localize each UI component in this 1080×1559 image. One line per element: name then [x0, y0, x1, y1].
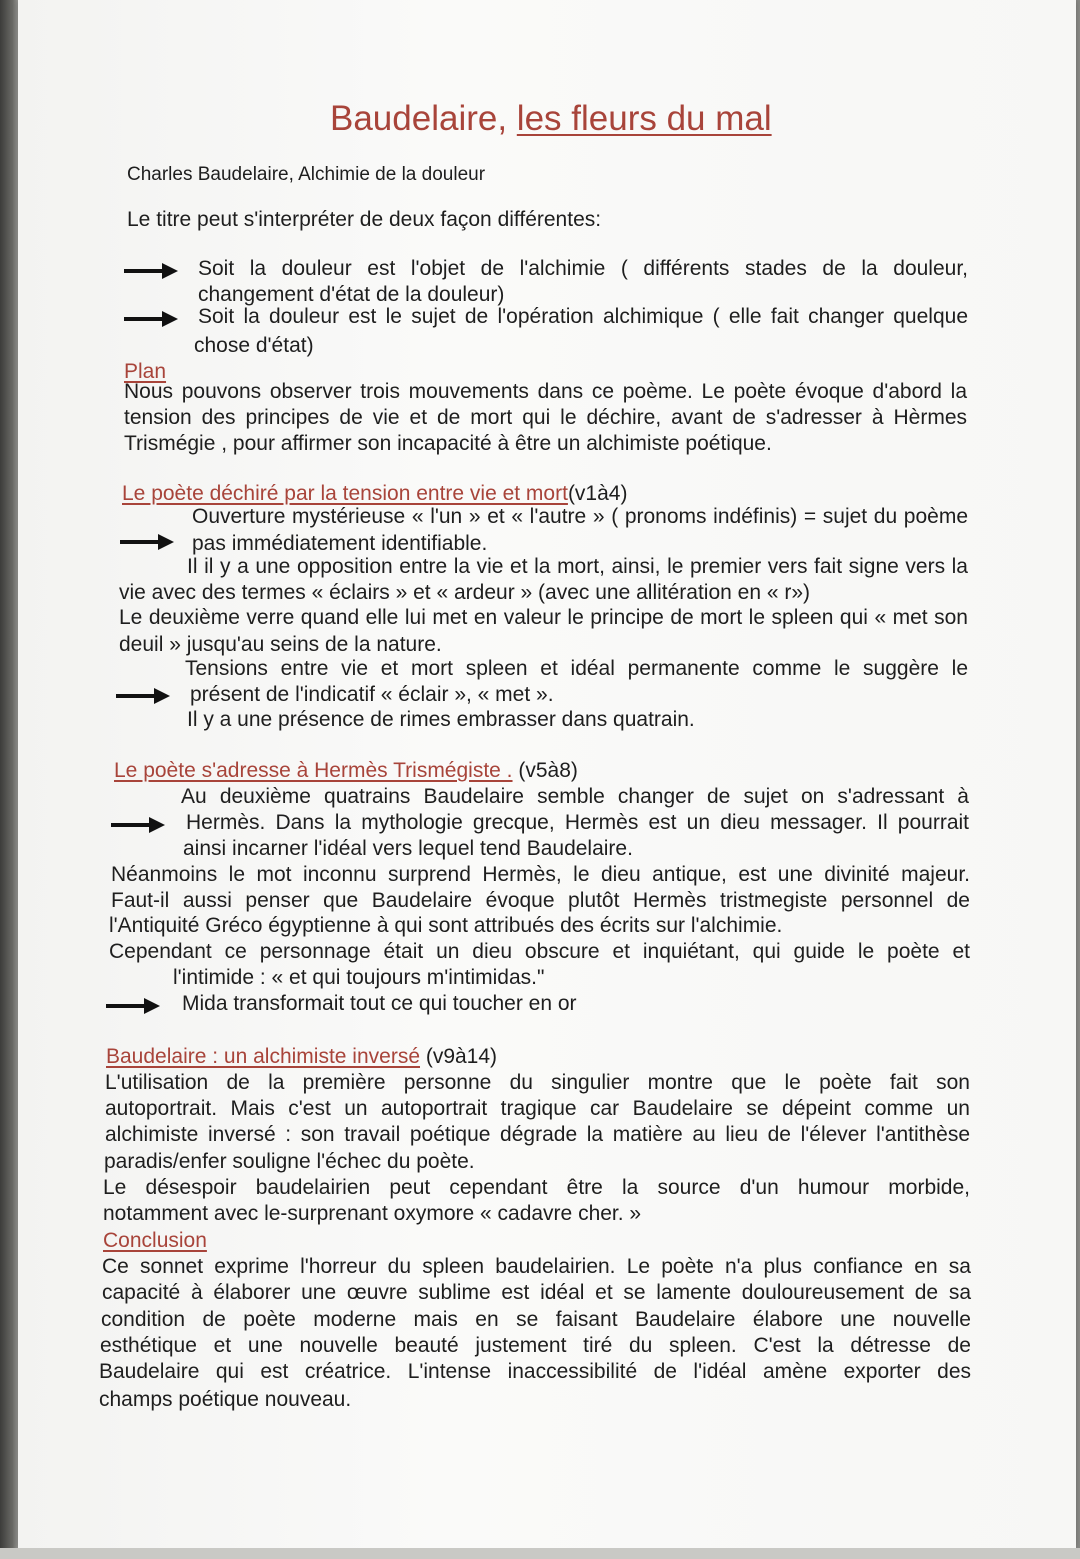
section-2-line-9: Mida transformait tout ce qui toucher en or: [182, 992, 577, 1015]
arrow-icon: [124, 311, 178, 327]
section-2-heading: Le poète s'adresse à Hermès Trismégiste .: [114, 759, 513, 782]
section-3-line-1: L'utilisation de la première personne du singulier montre que le poète fait son: [105, 1071, 970, 1094]
section-2-ref: (v5à8): [512, 759, 578, 782]
section-2-line-8: l'intimide : « et qui toujours m'intimidas.": [173, 966, 545, 989]
section-3-line-3: alchimiste inversé : son travail poétique dégrade la matière au lieu de l'élever l'antithèse: [105, 1123, 970, 1146]
bullet-2-line-2: chose d'état): [194, 334, 314, 357]
section-1-line-7: Tensions entre vie et mort spleen et idéal permanente comme le suggère le: [185, 657, 968, 680]
section-3-line-5: Le désespoir baudelairien peut cependant être la source d'un humour morbide,: [103, 1176, 970, 1199]
section-2-line-7: Cependant ce personnage était un dieu obscure et inquiétant, qui guide le poète et: [109, 940, 970, 963]
arrow-icon: [106, 998, 160, 1014]
section-1-line-9: Il y a une présence de rimes embrasser dans quatrain.: [187, 708, 695, 731]
plan-line-3: Trismégie , pour affirmer son incapacité à être un alchimiste poétique.: [124, 432, 772, 455]
section-1-ref: (v1à4): [567, 482, 628, 505]
conclusion-line-5: Baudelaire qui est créatrice. L'intense inaccessibilité de l'idéal amène exporter des: [99, 1360, 971, 1383]
section-2-line-1: Au deuxième quatrains Baudelaire semble changer de sujet on s'adressant à: [181, 785, 969, 808]
section-3-heading: Baudelaire : un alchimiste inversé: [106, 1045, 420, 1068]
plan-line-1: Nous pouvons observer trois mouvements dans ce poème. Le poète évoque d'abord la: [124, 380, 967, 403]
section-2-line-6: l'Antiquité Gréco égyptienne à qui sont attribués des écrits sur l'alchimie.: [109, 914, 783, 937]
intro-text: Le titre peut s'interpréter de deux façon différentes:: [127, 208, 602, 231]
section-3-line-6: notamment avec le-surprenant oxymore « cadavre cher. »: [103, 1202, 642, 1225]
section-3-line-2: autoportrait. Mais c'est un autoportrait tragique car Baudelaire se dépeint comme un: [105, 1097, 970, 1120]
bullet-2-line-1: Soit la douleur est le sujet de l'opération alchimique ( elle fait changer quelque: [198, 305, 968, 328]
section-3-line-4: paradis/enfer souligne l'échec du poète.: [104, 1150, 475, 1173]
section-1-line-4: vie avec des termes « éclairs » et « ardeur » (avec une allitération en « r»): [119, 581, 811, 604]
plan-line-2: tension des principes de vie et de mort qui le déchire, avant de s'adresser à Hèrmes: [124, 406, 967, 429]
section-2-line-2: Hermès. Dans la mythologie grecque, Hermès est un dieu messager. Il pourrait: [186, 811, 969, 834]
section-2-line-3: ainsi incarner l'idéal vers lequel tend Baudelaire.: [183, 837, 633, 860]
conclusion-line-2: capacité à élaborer une œuvre sublime est idéal et se lamente douloureusement de sa: [102, 1281, 971, 1304]
section-1-line-2: pas immédiatement identifiable.: [192, 532, 488, 555]
conclusion-line-1: Ce sonnet exprime l'horreur du spleen baudelairien. Le poète n'a plus confiance en sa: [102, 1255, 971, 1278]
arrow-icon: [120, 534, 174, 550]
bullet-1-line-2: changement d'état de la douleur): [198, 283, 505, 306]
section-3-ref: (v9à14): [420, 1045, 498, 1068]
section-1-line-1: Ouverture mystérieuse « l'un » et « l'autre » ( pronoms indéfinis) = sujet du poème: [192, 505, 968, 528]
section-1-line-6: deuil » jusqu'au seins de la nature.: [119, 633, 442, 656]
section-1-line-3: Il il y a une opposition entre la vie et la mort, ainsi, le premier vers fait signe vers la: [187, 555, 968, 578]
conclusion-heading: Conclusion: [103, 1229, 207, 1252]
title-underlined: les fleurs du mal: [516, 99, 772, 138]
arrow-icon: [124, 263, 178, 279]
section-2-line-4: Néanmoins le mot inconnu surprend Hermès, le dieu antique, est une divinité majeur.: [111, 863, 970, 886]
conclusion-line-6: champs poétique nouveau.: [99, 1388, 352, 1411]
conclusion-line-3: condition de poète moderne mais en se faisant Baudelaire élabore une nouvelle: [101, 1308, 971, 1331]
bullet-1-line-1: Soit la douleur est l'objet de l'alchimie ( différents stades de la douleur,: [198, 257, 968, 280]
binder-edge: [0, 0, 18, 1559]
section-2-line-5: Faut-il aussi penser que Baudelaire évoque plutôt Hermès tristmegiste personnel de: [111, 889, 970, 912]
section-2-title: [114, 758, 578, 784]
section-1-line-8: présent de l'indicatif « éclair », « met ».: [190, 683, 554, 706]
arrow-icon: [111, 817, 165, 833]
subtitle: Charles Baudelaire, Alchimie de la douleur: [127, 164, 486, 185]
title-main: Baudelaire,: [330, 99, 517, 138]
plan-heading: Plan: [124, 360, 167, 383]
section-3-title: [106, 1044, 497, 1070]
conclusion-line-4: esthétique et une nouvelle beauté justement tiré du spleen. C'est la détresse de: [100, 1334, 971, 1357]
page-bottom-edge: [0, 1548, 1080, 1559]
page-title: [330, 98, 772, 140]
section-1-heading: Le poète déchiré par la tension entre vie et mort: [122, 482, 568, 505]
section-1-line-5: Le deuxième verre quand elle lui met en valeur le principe de mort le spleen qui « met son: [119, 606, 968, 629]
arrow-icon: [116, 688, 170, 704]
